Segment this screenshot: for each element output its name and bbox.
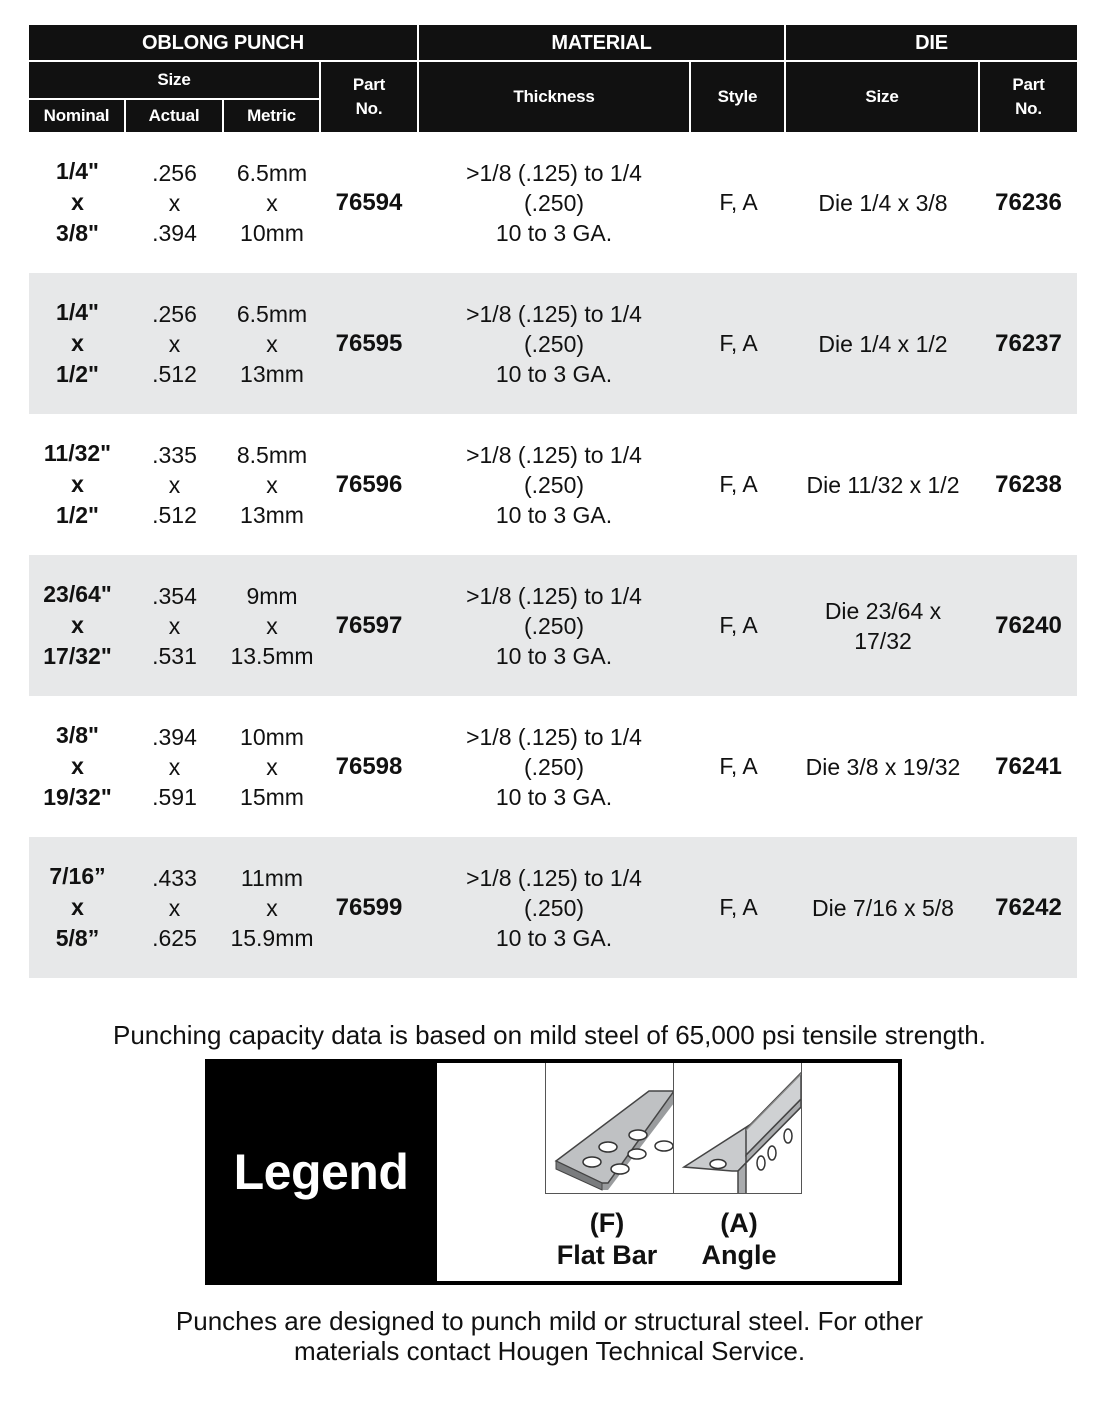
thickness-cell-line: (.250) [523, 753, 585, 780]
actual-size-cell-line: x [168, 612, 181, 639]
style-cell [691, 414, 786, 555]
metric-size-cell-line: 10mm [240, 723, 304, 750]
thickness-cell-line: (.250) [523, 612, 585, 639]
die-size-cell [786, 837, 980, 978]
thickness-cell [417, 273, 691, 414]
header-material: MATERIAL [419, 25, 784, 60]
thickness-cell-line: 10 to 3 GA. [495, 360, 613, 387]
table-row [29, 696, 1077, 837]
style-cell-text: F, A [719, 894, 758, 920]
thickness-cell [417, 837, 691, 978]
metric-size-cell-line: 15mm [240, 783, 304, 810]
nominal-size-cell-line: 1/4" [56, 299, 99, 325]
header-nominal: Nominal [29, 100, 124, 132]
style-cell-text: F, A [719, 189, 758, 215]
table-row [29, 273, 1077, 414]
die-size-cell [786, 555, 980, 696]
metric-size-cell-line: 13mm [240, 360, 304, 387]
die-size-cell-line: Die 1/4 x 1/2 [818, 330, 948, 357]
actual-size-cell-line: .512 [152, 360, 197, 387]
nominal-size-cell-line: x [71, 330, 84, 356]
actual-size-cell-line: x [168, 894, 181, 921]
actual-size-cell-line: .354 [152, 582, 197, 609]
nominal-size-cell-line: x [71, 753, 84, 779]
capacity-note: Punching capacity data is based on mild steel of 65,000 psi tensile strength. [113, 1020, 986, 1050]
die-part-number-cell-text: 76236 [995, 188, 1062, 216]
disclaimer-note [0, 1306, 1099, 1366]
metric-size-cell-line: x [266, 189, 278, 216]
legend-code-angle: (A) [720, 1208, 758, 1238]
actual-size-cell-line: .394 [152, 219, 197, 246]
actual-size-cell-line: .591 [152, 783, 197, 810]
thickness-cell-line: >1/8 (.125) to 1/4 [466, 864, 642, 891]
thickness-cell-line: 10 to 3 GA. [495, 783, 613, 810]
flat-bar-icon [546, 1063, 673, 1193]
metric-size-cell [223, 273, 321, 414]
header-part-no-line1: Part [352, 75, 386, 94]
style-cell-text: F, A [719, 471, 758, 497]
metric-size-cell-line: 15.9mm [230, 924, 314, 951]
die-size-cell-line: Die 1/4 x 3/8 [818, 189, 948, 216]
die-size-cell [786, 414, 980, 555]
legend-label-angle: Angle [701, 1240, 777, 1270]
header-style: Style [691, 62, 784, 132]
nominal-size-cell [29, 555, 126, 696]
thickness-cell-line: (.250) [523, 189, 585, 216]
metric-size-cell-line: 9mm [246, 582, 298, 609]
actual-size-cell [126, 414, 223, 555]
legend-title-panel [205, 1059, 437, 1285]
punch-part-number-cell-text: 76595 [335, 329, 403, 357]
actual-size-cell [126, 132, 223, 273]
metric-size-cell-line: 10mm [240, 219, 304, 246]
header-thickness: Thickness [419, 62, 689, 132]
actual-size-cell [126, 837, 223, 978]
nominal-size-cell [29, 837, 126, 978]
punch-part-number-cell-text: 76596 [335, 470, 403, 498]
header-part-no [321, 62, 417, 132]
punch-part-number-cell [321, 555, 417, 696]
disclaimer-line-1: Punches are designed to punch mild or structural steel. For other [175, 1306, 924, 1336]
thickness-cell-line: (.250) [523, 894, 585, 921]
legend-box [205, 1059, 902, 1285]
thickness-cell [417, 696, 691, 837]
thickness-cell-line: >1/8 (.125) to 1/4 [466, 441, 642, 468]
punch-part-number-cell [321, 414, 417, 555]
die-part-number-cell-text: 76238 [995, 470, 1062, 498]
nominal-size-cell-line: x [71, 894, 84, 920]
nominal-size-cell-line: 19/32" [43, 784, 112, 810]
table-row [29, 837, 1077, 978]
die-part-number-cell [980, 696, 1077, 837]
die-part-number-cell [980, 132, 1077, 273]
punch-part-number-cell [321, 837, 417, 978]
angle-picture-frame [673, 1063, 802, 1194]
style-cell-text: F, A [719, 753, 758, 779]
die-size-cell-line: Die 7/16 x 5/8 [812, 894, 954, 921]
die-part-number-cell [980, 837, 1077, 978]
metric-size-cell-line: x [266, 894, 278, 921]
header-part-no-line2: No. [355, 99, 383, 118]
metric-size-cell [223, 132, 321, 273]
legend-item-flat-bar [532, 1207, 682, 1271]
legend-items-panel [437, 1063, 898, 1281]
legend-code-flat-bar: (F) [589, 1208, 625, 1238]
punch-part-number-cell-text: 76594 [335, 188, 403, 216]
die-part-number-cell-text: 76240 [995, 611, 1062, 639]
style-cell [691, 273, 786, 414]
nominal-size-cell-line: 7/16” [49, 863, 106, 889]
die-part-number-cell [980, 414, 1077, 555]
metric-size-cell-line: 6.5mm [236, 300, 308, 327]
actual-size-cell-line: .335 [152, 441, 197, 468]
legend-title: Legend [233, 1144, 409, 1200]
actual-size-cell [126, 555, 223, 696]
thickness-cell-line: 10 to 3 GA. [495, 924, 613, 951]
header-actual: Actual [126, 100, 222, 132]
nominal-size-cell-line: 1/2" [56, 361, 99, 387]
actual-size-cell-line: .256 [152, 159, 197, 186]
angle-icon [674, 1063, 801, 1193]
actual-size-cell-line: x [168, 189, 181, 216]
nominal-size-cell-line: x [71, 189, 84, 215]
metric-size-cell-line: 13.5mm [230, 642, 314, 669]
nominal-size-cell [29, 696, 126, 837]
nominal-size-cell-line: 11/32" [43, 440, 112, 466]
nominal-size-cell [29, 132, 126, 273]
actual-size-cell [126, 696, 223, 837]
table-row [29, 414, 1077, 555]
metric-size-cell-line: x [266, 471, 278, 498]
die-size-cell-line: Die 23/64 x [824, 597, 942, 624]
table-row [29, 555, 1077, 696]
style-cell [691, 555, 786, 696]
punch-part-number-cell [321, 273, 417, 414]
die-size-cell [786, 132, 980, 273]
actual-size-cell-line: x [168, 471, 181, 498]
legend-item-angle [679, 1207, 799, 1271]
metric-size-cell-line: x [266, 330, 278, 357]
thickness-cell-line: >1/8 (.125) to 1/4 [466, 159, 642, 186]
punch-part-number-cell-text: 76598 [335, 752, 403, 780]
metric-size-cell [223, 696, 321, 837]
nominal-size-cell-line: x [71, 612, 84, 638]
die-size-cell-line: Die 3/8 x 19/32 [805, 753, 961, 780]
thickness-cell-line: (.250) [523, 471, 585, 498]
metric-size-cell-line: 13mm [240, 501, 304, 528]
nominal-size-cell-line: 1/4" [56, 158, 99, 184]
nominal-size-cell-line: 3/8" [56, 722, 99, 748]
thickness-cell-line: >1/8 (.125) to 1/4 [466, 582, 642, 609]
die-part-number-cell [980, 273, 1077, 414]
metric-size-cell-line: 11mm [240, 864, 304, 891]
die-part-number-cell-text: 76237 [995, 329, 1062, 357]
style-cell-text: F, A [719, 330, 758, 356]
punch-part-number-cell [321, 132, 417, 273]
flat-bar-picture-frame [545, 1063, 674, 1194]
nominal-size-cell [29, 273, 126, 414]
disclaimer-line-2: materials contact Hougen Technical Service. [293, 1336, 806, 1366]
thickness-cell-line: >1/8 (.125) to 1/4 [466, 723, 642, 750]
style-cell [691, 837, 786, 978]
actual-size-cell-line: x [168, 330, 181, 357]
nominal-size-cell-line: x [71, 471, 84, 497]
header-die-size: Size [786, 62, 978, 132]
punch-part-number-cell [321, 696, 417, 837]
nominal-size-cell-line: 1/2" [56, 502, 99, 528]
thickness-cell [417, 555, 691, 696]
metric-size-cell [223, 414, 321, 555]
metric-size-cell-line: 6.5mm [236, 159, 308, 186]
style-cell [691, 132, 786, 273]
nominal-size-cell-line: 23/64" [43, 581, 112, 607]
metric-size-cell [223, 555, 321, 696]
actual-size-cell-line: .394 [152, 723, 197, 750]
metric-size-cell-line: x [266, 612, 278, 639]
thickness-cell [417, 414, 691, 555]
thickness-cell-line: 10 to 3 GA. [495, 642, 613, 669]
style-cell [691, 696, 786, 837]
punch-part-number-cell-text: 76597 [335, 611, 403, 639]
die-size-cell [786, 696, 980, 837]
metric-size-cell [223, 837, 321, 978]
actual-size-cell-line: .433 [152, 864, 197, 891]
header-die-part-no-line2: No. [1015, 99, 1042, 118]
header-size: Size [29, 62, 319, 98]
header-oblong-punch: OBLONG PUNCH [29, 25, 417, 60]
thickness-cell-line: >1/8 (.125) to 1/4 [466, 300, 642, 327]
actual-size-cell-line: .531 [152, 642, 197, 669]
die-size-cell [786, 273, 980, 414]
metric-size-cell-line: 8.5mm [236, 441, 308, 468]
header-metric: Metric [224, 100, 319, 132]
nominal-size-cell-line: 17/32" [43, 643, 112, 669]
header-die-part-no [980, 62, 1077, 132]
actual-size-cell-line: .625 [152, 924, 197, 951]
nominal-size-cell [29, 414, 126, 555]
header-die: DIE [786, 25, 1077, 60]
die-part-number-cell-text: 76242 [995, 893, 1062, 921]
thickness-cell-line: 10 to 3 GA. [495, 219, 613, 246]
die-size-cell-line: Die 11/32 x 1/2 [806, 471, 960, 498]
actual-size-cell-line: .256 [152, 300, 197, 327]
thickness-cell-line: 10 to 3 GA. [495, 501, 613, 528]
actual-size-cell-line: .512 [152, 501, 197, 528]
header-die-part-no-line1: Part [1012, 75, 1045, 94]
actual-size-cell-line: x [168, 753, 181, 780]
actual-size-cell [126, 273, 223, 414]
die-part-number-cell-text: 76241 [995, 752, 1062, 780]
die-size-cell-line: 17/32 [854, 627, 912, 654]
metric-size-cell-line: x [266, 753, 278, 780]
thickness-cell [417, 132, 691, 273]
die-part-number-cell [980, 555, 1077, 696]
punch-part-number-cell-text: 76599 [335, 893, 403, 921]
legend-label-flat-bar: Flat Bar [556, 1240, 658, 1270]
nominal-size-cell-line: 3/8" [56, 220, 99, 246]
style-cell-text: F, A [719, 612, 758, 638]
table-row [29, 132, 1077, 273]
thickness-cell-line: (.250) [523, 330, 585, 357]
nominal-size-cell-line: 5/8” [55, 925, 100, 951]
